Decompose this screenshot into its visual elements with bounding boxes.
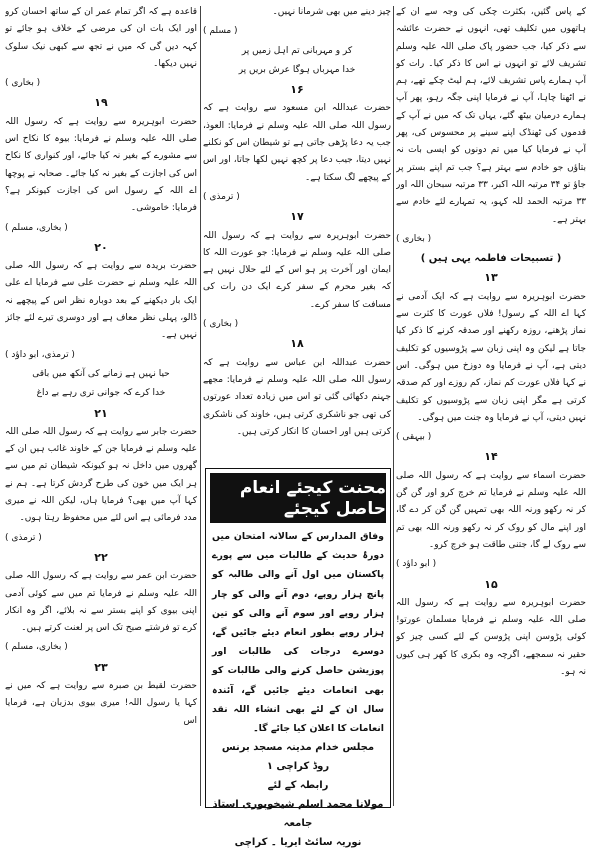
section-heading: ( تسبیحات فاطمہ یہی ہیں ) <box>420 253 562 265</box>
advertisement-contact: رابطہ کے لئے <box>267 780 329 792</box>
hadith-number: ۱۳ <box>484 271 498 285</box>
hadith-reference: ( ترمذی ) <box>5 532 42 543</box>
left-column <box>5 4 197 810</box>
hadith-number: ۱۸ <box>290 337 304 351</box>
hadith-number: ۱۷ <box>290 210 304 224</box>
advertisement-contact: مولانا محمد اسلم شیخوپوری استاذ جامعہ <box>212 799 384 830</box>
hadith-reference: ( ابو داؤد ) <box>396 559 437 570</box>
right-column <box>396 4 586 810</box>
hadith-text: حضرت اسماء سے روایت ہے کہ رسول اللہ صلی اللہ علیہ وسلم نے فرمایا تم خرچ کرو اور گن گن کر نہ رکھو ورنہ اللہ بھی تمہیں گن گن کر دے گا، اور اپنے مال کو روک کر نہ رکھو ورنہ اللہ بھی تم سے روک لے گا، جتنی طاقت ہو خرچ کرو۔ <box>396 470 586 550</box>
hadith-reference: ( مسلم ) <box>203 26 238 37</box>
hadith-number: ۲۰ <box>94 240 108 254</box>
hadith-text: حضرت ابن عمر سے روایت ہے کہ رسول اللہ صلی اللہ علیہ وسلم نے فرمایا تم میں سے کوئی آدمی اپنی بیوی کو اپنے بستر سے نہ بلائے، اگر وہ انکار کرے تو فرشتے صبح تک اس پر لعنت کرتے ہیں۔ <box>5 571 197 634</box>
advertisement-body <box>206 523 390 852</box>
hadith-reference: ( بخاری، مسلم ) <box>5 222 68 233</box>
hadith-text: حضرت ابوہریرہ سے روایت ہے کہ رسول اللہ صلی اللہ علیہ وسلم نے فرمایا: بیوہ کا نکاح اس سے مشورے کے بغیر نہ کیا جائے، اور کنواری کا نکاح اس کی اجازت کے بغیر نہ کیا جائے۔ صحابہ نے پوچھا اے اللہ کے رسول اس کی اجازت کیونکر ہے؟ فرمایا: خاموشی۔ <box>5 116 197 214</box>
column-divider <box>393 6 394 806</box>
hadith-number: ۱۴ <box>484 450 498 464</box>
hadith-text: حضرت ابوہریرہ سے روایت ہے کہ رسول اللہ صلی اللہ علیہ وسلم نے فرمایا: جو عورت اللہ کا ایمان اور آخرت پر ہو اس کے لئے حلال نہیں ہے کہ بغیر محرم کے سفر کرے ایک دن رات کی مسافت کا سفر کرے۔ <box>203 230 391 310</box>
advertisement-box <box>205 468 391 849</box>
hadith-text: حضرت عبداللہ ابن عباس سے روایت ہے کہ رسول اللہ صلی اللہ علیہ وسلم نے فرمایا: مجھے جہنم دکھائی گئی تو اس میں زیادہ تعداد عورتوں کی تھی جو ناشکری کرتی ہیں، خاوند کی ناشکری کرتی ہیں اور احسان کا انکار کرتی ہیں۔ <box>203 357 391 437</box>
hadith-reference: ( بخاری، مسلم ) <box>5 642 68 653</box>
hadith-text: کے پاس گئیں، بکثرت چکی کی وجہ سے ان کے ہاتھوں میں تکلیف تھی، انہوں نے حضرت عائشہ سے ذکر کیا، جب حضور پاک صلی اللہ علیہ وسلم تشریف لائے تو انہوں نے اس کا ذکر کیا۔ رات کو آپ ہمارے پاس تشریف لائے، ہم لیٹ چکے تھے، ہم نے اٹھنا چاہا، آپ نے فرمایا اپنی جگہ رہو، پھر آپ ہمارے درمیان بیٹھ گئے، یہاں تک کہ میں نے آپ کے قدموں کی ٹھنڈک اپنے سینے پر محسوس کی، پھر آپ نے فرمایا کیا میں تم دونوں کو ایسی بات نہ بتاؤں جو خادم سے بہتر ہے؟ جب تم اپنے بستر پر جاؤ تو ۳۴ مرتبہ اللہ اکبر، ۳۳ مرتبہ سبحان اللہ اور ۳۳ مرتبہ الحمد للہ کہو، یہ تمہارے لئے خادم سے بہتر ہے۔ <box>396 7 586 225</box>
hadith-reference: ( ترمذی ) <box>203 191 240 202</box>
advertisement-contact: نوریہ سائٹ ایریا ۔ کراچی <box>234 837 362 849</box>
hadith-number: ۲۳ <box>94 660 108 674</box>
poem-line: کر و مہربانی تم اہل زمیں پر <box>241 45 353 56</box>
hadith-number: ۲۱ <box>94 406 108 420</box>
advertisement-banner: محنت کیجئے انعام حاصل کیجئے <box>210 473 386 523</box>
poem-line: خدا کرے کہ جوانی تری رہے بے داغ <box>36 388 166 399</box>
hadith-number: ۱۶ <box>290 83 304 97</box>
advertisement-text: وفاق المدارس کے سالانہ امتحان میں دورۂ حدیث کے طالبات میں سے پورے پاکستان میں اول آنے والی طالبہ کو پانچ ہزار روپے، دوم آنے والی کو چار ہزار روپے اور سوم آنے والی کو تین ہزار روپے بطور انعام دیئے جائیں گے، دوسرے درجات کی طالبات اور پوزیشن حاصل کرنے والی طالبات کو بھی انعامات دیئے جائیں گے، آئندہ سال ان کے لئے بھی انشاء اللہ نقد انعامات کا اعلان کیا جائے گا۔ <box>212 531 384 735</box>
hadith-reference: ( بخاری ) <box>203 319 239 330</box>
hadith-text: حضرت جابر سے روایت ہے کہ رسول اللہ صلی اللہ علیہ وسلم نے فرمایا جن کے خاوند غائب ہیں ان کے گھروں میں داخل نہ ہو کیونکہ شیطان تم میں سے ہر ایک میں خون کی طرح گردش کرتا ہے۔ ہم نے کہا آپ میں بھی؟ فرمایا ہاں، لیکن اللہ نے میری مدد فرمائی ہے اس لئے میں محفوظ رہتا ہوں۔ <box>5 426 197 524</box>
hadith-text: حضرت ابوہریرہ سے روایت ہے کہ ایک آدمی نے کہا اے اللہ کے رسول! فلاں عورت کا کثرت سے نماز پڑھنے، روزہ رکھنے اور صدقہ کرنے کا ذکر کیا جاتا ہے لیکن وہ اپنی زبان سے پڑوسیوں کو تکلیف دیتی ہے، آپ نے فرمایا وہ دوزخ میں ہوگی۔ اس نے کہا فلاں عورت کم نماز، کم روزے اور کم صدقہ کرتی ہے مگر اپنی زبان سے پڑوسیوں کو تکلیف نہیں دیتی، آپ نے فرمایا وہ جنت میں ہوگی۔ <box>396 291 586 423</box>
poem-line: حیا نہیں ہے زمانے کی آنکھ میں باقی <box>32 368 170 379</box>
hadith-reference: ( ترمذی، ابو داؤد ) <box>5 349 75 360</box>
poem-line: خدا مہرباں ہوگا عرش بریں پر <box>238 64 356 75</box>
hadith-text: چیز دینے میں بھی شرمانا نہیں۔ <box>272 7 391 17</box>
hadith-text: حضرت لقیط بن صبرہ سے روایت ہے کہ میں نے کہا یا رسول اللہ! میری بیوی بدزبان ہے، فرمایا اس <box>5 680 197 726</box>
hadith-text: قاعدہ ہے کہ اگر تمام عمر ان کے ساتھ احسان کرو اور ایک بات ان کی مرضی کے خلاف ہو جائے تو کہہ دیں گی کہ میں نے تجھ سے کبھی نیک سلوک نہیں دیکھا۔ <box>5 7 197 69</box>
hadith-number: ۱۹ <box>94 96 108 110</box>
hadith-text: حضرت بریدہ سے روایت ہے کہ رسول اللہ صلی اللہ علیہ وسلم نے حضرت علی سے فرمایا اے علی ایک بار دیکھنے کے بعد دوبارہ نظر اس کے پیچھے نہ ڈالو، پہلی نظر معاف ہے اور دوسری تیرے لئے جائز نہیں ہے۔ <box>5 261 197 341</box>
advertisement-contact: مجلس خدام مدینہ مسجد برنس روڈ کراچی ۱ <box>221 742 375 773</box>
hadith-reference: ( بخاری ) <box>396 233 432 244</box>
hadith-text: حضرت ابوہریرہ سے روایت ہے کہ رسول اللہ صلی اللہ علیہ وسلم نے فرمایا مسلمان عورتو! کوئی پڑوسن اپنی پڑوسن کے لئے کسی چیز کو حقیر نہ سمجھے، اگرچہ وہ بکری کا کھر ہی کیوں نہ ہو۔ <box>396 597 586 677</box>
hadith-reference: ( بیہقی ) <box>396 432 432 443</box>
hadith-number: ۱۵ <box>484 577 498 591</box>
column-divider <box>200 6 201 806</box>
hadith-text: حضرت عبداللہ ابن مسعود سے روایت ہے کہ رسول اللہ صلی اللہ علیہ وسلم نے فرمایا: العوذ، جب یہ دعا پڑھی جاتی ہے تو شیطان اس کو نکلنے نہیں دیتا، جیب دعا پر کچھ نہیں لکھا جاتا، اور اس کے پیچھے لگ سکتا ہے۔ <box>203 103 391 183</box>
hadith-number: ۲۲ <box>94 550 108 564</box>
hadith-reference: ( بخاری ) <box>5 78 41 89</box>
